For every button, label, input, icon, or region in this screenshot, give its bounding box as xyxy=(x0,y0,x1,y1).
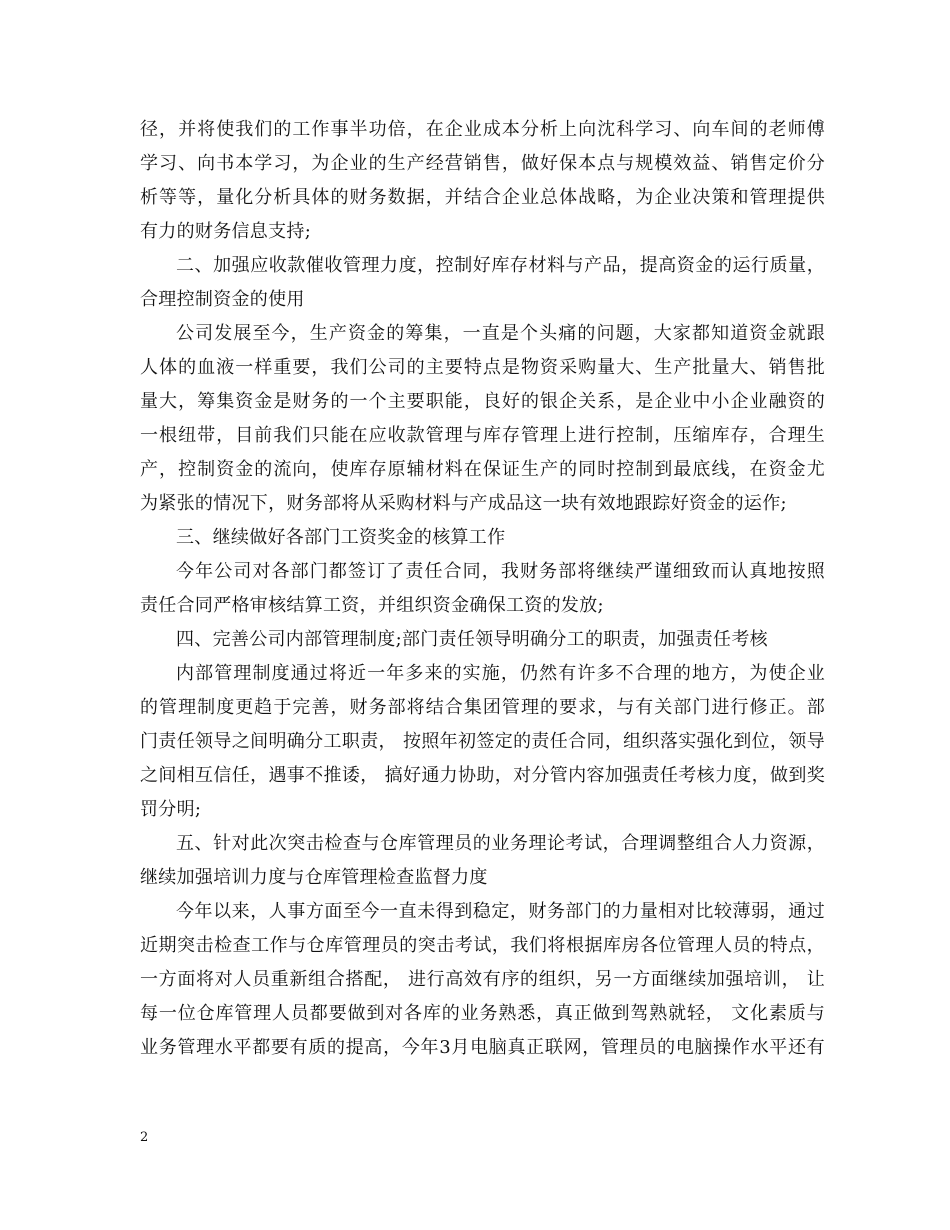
text-line-24: 今年以来，人事方面至今一直未得到稳定，财务部门的力量相对比较薄弱，通过 xyxy=(176,901,825,922)
text-line-25: 近期突击检查工作与仓库管理员的突击考试，我们将根据库房各位管理人员的特点， xyxy=(140,935,825,956)
heading-two-continued: 合理控制资金的使用 xyxy=(140,289,305,310)
text-line-27: 每一位仓库管理人员都要做到对各库的业务熟悉，真正做到驾熟就轻， 文化素质与 xyxy=(140,1003,825,1024)
text-line-4: 有力的财务信息支持; xyxy=(140,221,312,242)
text-line-21: 罚分明; xyxy=(140,799,202,820)
text-line-1: 径，并将使我们的工作事半功倍，在企业成本分析上向沈科学习、向车间的老师傅 xyxy=(140,119,825,140)
body-text xyxy=(140,113,825,1065)
text-line-3: 析等等，量化分析具体的财务数据，并结合企业总体战略，为企业决策和管理提供 xyxy=(140,187,825,208)
text-line-9: 量大，筹集资金是财务的一个主要职能，良好的银企关系，是企业中小企业融资的 xyxy=(140,391,825,412)
heading-three: 三、继续做好各部门工资奖金的核算工作 xyxy=(176,527,506,548)
page-number: 2 xyxy=(140,1130,149,1145)
text-line-7: 公司发展至今，生产资金的筹集，一直是个头痛的问题，大家都知道资金就跟 xyxy=(176,323,825,344)
text-line-14: 今年公司对各部门都签订了责任合同，我财务部将继续严谨细致而认真地按照 xyxy=(176,561,825,582)
heading-five: 五、针对此次突击检查与仓库管理员的业务理论考试，合理调整组合人力资源， xyxy=(176,833,825,854)
heading-five-continued: 继续加强培训力度与仓库管理检查监督力度 xyxy=(140,867,488,888)
text-line-2: 学习、向书本学习，为企业的生产经营销售，做好保本点与规模效益、销售定价分 xyxy=(140,153,825,174)
text-line-15: 责任合同严格审核结算工资，并组织资金确保工资的发放; xyxy=(140,595,604,616)
text-line-20: 之间相互信任，遇事不推诿， 搞好通力协助，对分管内容加强责任考核力度，做到奖 xyxy=(140,765,825,786)
text-line-26: 一方面将对人员重新组合搭配， 进行高效有序的组织，另一方面继续加强培训， 让 xyxy=(140,969,825,990)
heading-four: 四、完善公司内部管理制度;部门责任领导明确分工的职责，加强责任考核 xyxy=(176,629,768,650)
text-line-8: 人体的血液一样重要，我们公司的主要特点是物资采购量大、生产批量大、销售批 xyxy=(140,357,825,378)
text-line-17: 内部管理制度通过将近一年多来的实施，仍然有许多不合理的地方，为使企业 xyxy=(176,663,825,684)
text-line-12: 为紧张的情况下，财务部将从采购材料与产成品这一块有效地跟踪好资金的运作; xyxy=(140,493,787,514)
text-line-28: 业务管理水平都要有质的提高，今年3月电脑真正联网，管理员的电脑操作水平还有 xyxy=(140,1037,825,1058)
text-line-18: 的管理制度更趋于完善，财务部将结合集团管理的要求，与有关部门进行修正。部 xyxy=(140,697,825,718)
text-line-19: 门责任领导之间明确分工职责， 按照年初签定的责任合同，组织落实强化到位，领导 xyxy=(140,731,825,752)
heading-two: 二、加强应收款催收管理力度，控制好库存材料与产品，提高资金的运行质量， xyxy=(176,255,825,276)
text-line-11: 产，控制资金的流向，使库存原辅材料在保证生产的同时控制到最底线，在资金尤 xyxy=(140,459,825,480)
text-line-10: 一根纽带，目前我们只能在应收款管理与库存管理上进行控制，压缩库存，合理生 xyxy=(140,425,825,446)
